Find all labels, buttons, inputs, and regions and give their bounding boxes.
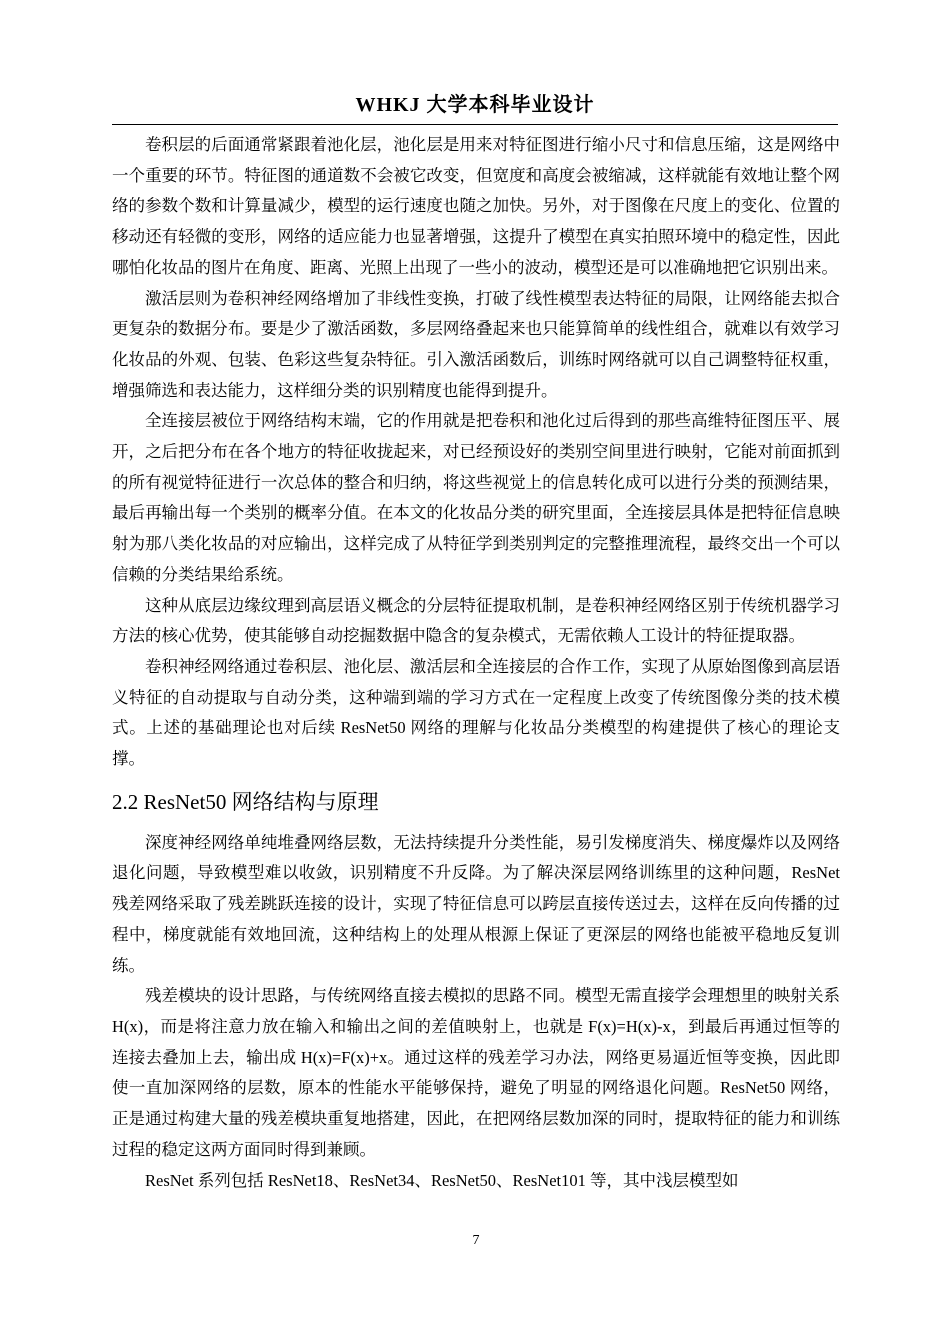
paragraph-hierarchical-features: 这种从底层边缘纹理到高层语义概念的分层特征提取机制，是卷积神经网络区别于传统机器学习方法的核心优势，使其能够自动挖掘数据中隐含的复杂模式，无需依赖人工设计的特征提取器。: [112, 595, 840, 646]
paragraph-deep-network-problems: 深度神经网络单纯堆叠网络层数，无法持续提升分类性能，易引发梯度消失、梯度爆炸以及网络退化问题，导致模型难以收敛，识别精度不升反降。为了解决深层网络训练里的这种问题，ResNet 残差网络采取了残差跳跃连接的设计，实现了特征信息可以跨层直接传送过去，这样在反向传播的过程中，梯度就能有效地回流，这种结构上的处理从根源上保证了更深层的网络也能被平稳地反复训练。: [112, 832, 840, 975]
paragraph-cnn-summary: 卷积神经网络通过卷积层、池化层、激活层和全连接层的合作工作，实现了从原始图像到高层语义特征的自动提取与自动分类，这种端到端的学习方式在一定程度上改变了传统图像分类的技术模式。上述的基础理论也对后续 ResNet50 网络的理解与化妆品分类模型的构建提供了核心的理论支撑。: [112, 656, 840, 769]
paragraph-resnet-series: ResNet 系列包括 ResNet18、ResNet34、ResNet50、ResNet101 等，其中浅层模型如: [145, 1170, 739, 1190]
section-heading: 2.2 ResNet50 网络结构与原理: [112, 789, 379, 814]
paragraph-fully-connected: 全连接层被位于网络结构末端，它的作用就是把卷积和池化过后得到的那些高维特征图压平、展开，之后把分布在各个地方的特征收拢起来，对已经预设好的类别空间里进行映射，它能对前面抓到的所有视觉特征进行一次总体的整合和归纳，将这些视觉上的信息转化成可以进行分类的预测结果，最后再输出每一个类别的概率分值。在本文的化妆品分类的研究里面，全连接层具体是把特征信息映射为那八类化妆品的对应输出，这样完成了从特征学到类别判定的完整推理流程，最终交出一个可以信赖的分类结果给系统。: [112, 411, 840, 584]
footer: [112, 0, 840, 1344]
page-number: 7: [472, 1233, 480, 1248]
running-header: WHKJ 大学本科毕业设计: [355, 94, 595, 116]
paragraph-residual-module: 残差模块的设计思路，与传统网络直接去模拟的思路不同。模型无需直接学会理想里的映射关系 H(x)，而是将注意力放在输入和输出之间的差值映射上，也就是 F(x)=H(x)-x，到最后再通过恒等的连接去叠加上去，输出成 H(x)=F(x)+x。通过这样的残差学习办法，网络更易逼近恒等变换，因此即使一直加深网络的层数，原本的性能水平能够保持，避免了明显的网络退化问题。ResNet50 网络，正是通过构建大量的残差模块重复地搭建，因此，在把网络层数加深的同时，提取特征的能力和训练过程的稳定这两方面同时得到兼顾。: [112, 986, 840, 1159]
paragraph-pooling: 卷积层的后面通常紧跟着池化层，池化层是用来对特征图进行缩小尺寸和信息压缩，这是网络中一个重要的环节。特征图的通道数不会被它改变，但宽度和高度会被缩减，这样就能有效地让整个网络的参数个数和计算量减少，模型的运行速度也随之加快。另外，对于图像在尺度上的变化、位置的移动还有轻微的变形，网络的适应能力也显著增强，这提升了模型在真实拍照环境中的稳定性，因此哪怕化妆品的图片在角度、距离、光照上出现了一些小的波动，模型还是可以准确地把它识别出来。: [112, 135, 840, 277]
paragraph-activation: 激活层则为卷积神经网络增加了非线性变换，打破了线性模型表达特征的局限，让网络能去拟合更复杂的数据分布。要是少了激活函数，多层网络叠起来也只能算简单的线性组合，就难以有效学习化妆品的外观、包装、色彩这些复杂特征。引入激活函数后，训练时网络就可以自己调整特征权重，增强筛选和表达能力，这样细分类的识别精度也能得到提升。: [112, 288, 840, 400]
